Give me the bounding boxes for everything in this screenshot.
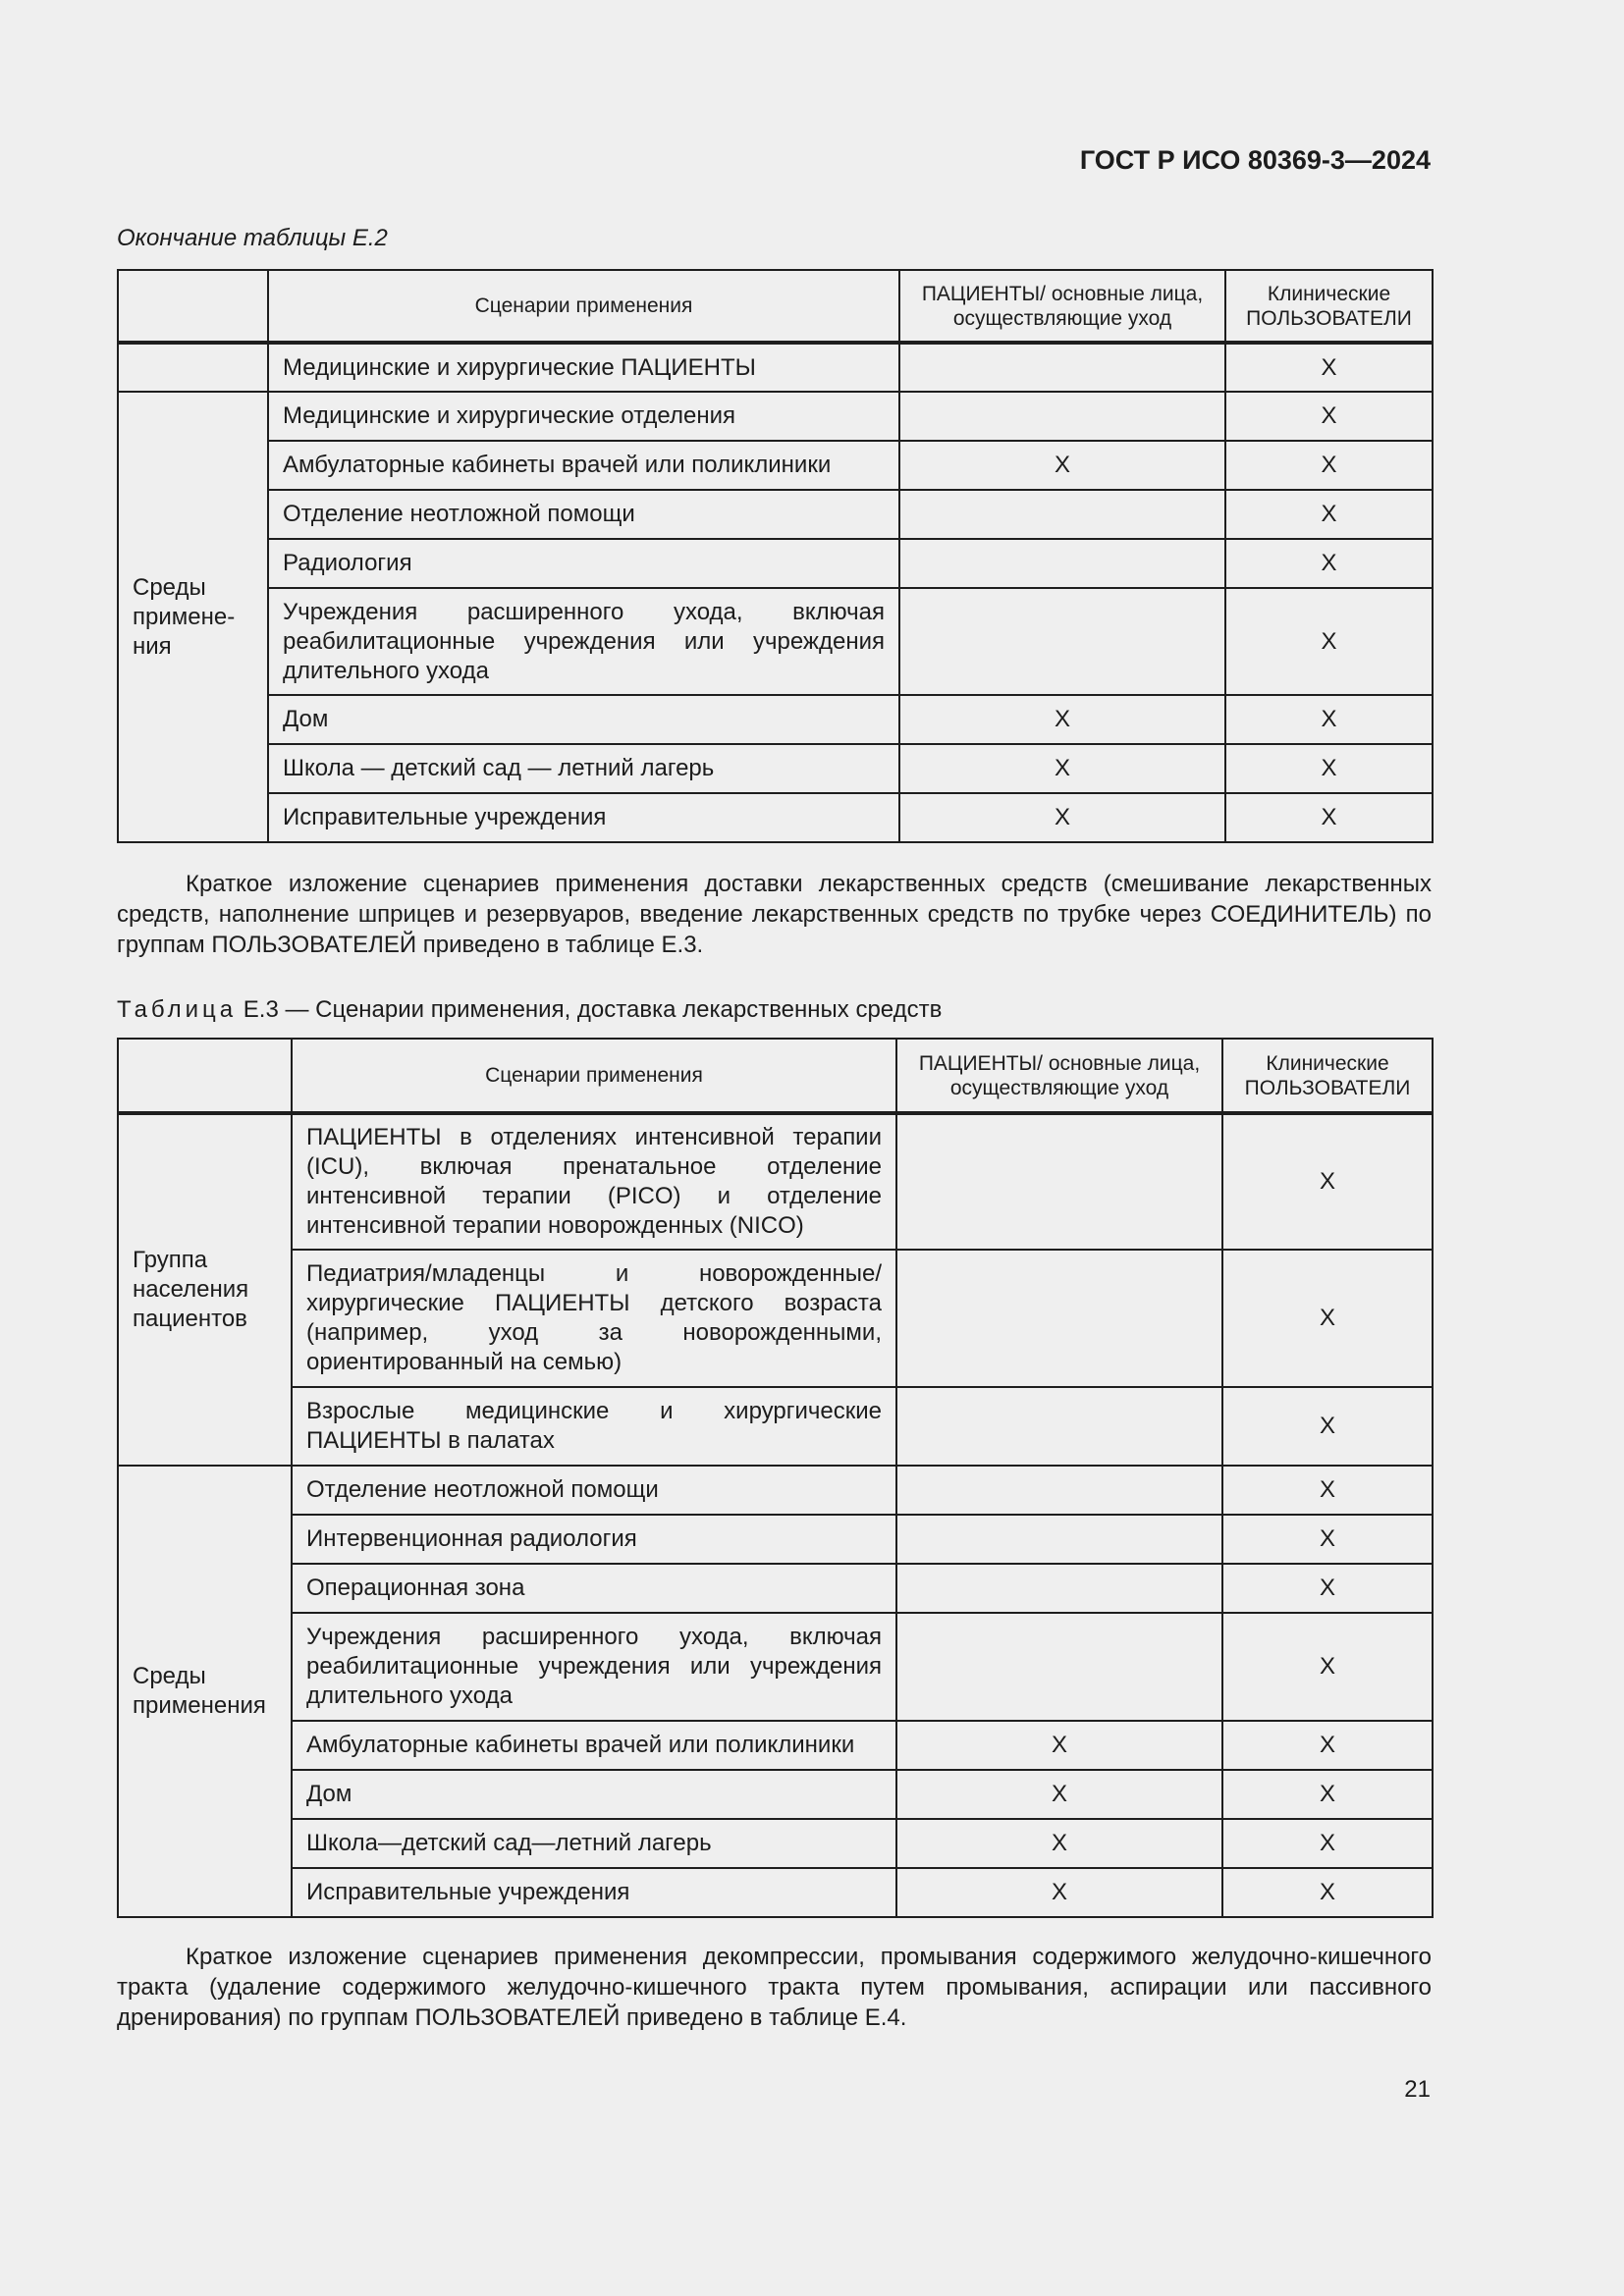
- table-row: [118, 1250, 1433, 1387]
- patients-mark: [899, 392, 1225, 441]
- row-label: Медицинские и хирургические ПАЦИЕНТЫ: [268, 343, 899, 392]
- clinical-mark: X: [1225, 441, 1433, 490]
- row-label: Амбулаторные кабинеты врачей или поликлиники: [292, 1721, 896, 1770]
- row-label: Операционная зона: [292, 1564, 896, 1613]
- patients-mark: [896, 1250, 1222, 1387]
- row-label: Дом: [268, 695, 899, 744]
- clinical-mark: X: [1222, 1770, 1433, 1819]
- patients-mark: [896, 1564, 1222, 1613]
- table-row: [118, 1466, 1433, 1515]
- paragraph-e4-intro: Краткое изложение сценариев применения декомпрессии, промывания содержимого желудочно-кишечного тракта (удаление содержимого желудочно-кишечного тракта путем промывания, аспирации или пассивного дренирования) по группам ПОЛЬЗОВАТЕЛЕЙ приведено в таблице Е.4.: [117, 1944, 1432, 2031]
- patients-mark: [899, 343, 1225, 392]
- group-cell-empty: [118, 343, 268, 392]
- header-scenarios: Сценарии применения: [268, 270, 899, 343]
- header-empty-cell: [118, 270, 268, 343]
- clinical-mark: X: [1222, 1387, 1433, 1466]
- table-header-row: [118, 270, 1433, 343]
- table-row: [118, 1113, 1433, 1250]
- table-row: [118, 793, 1433, 842]
- row-label: Взрослые медицинские и хирургические ПАЦИЕНТЫ в палатах: [292, 1387, 896, 1466]
- table-e3-caption: Таблица Е.3 — Сценарии применения, доставка лекарственных средств: [117, 996, 943, 1023]
- table-e2-end: [117, 269, 1434, 843]
- clinical-mark: X: [1222, 1250, 1433, 1387]
- row-label: Отделение неотложной помощи: [292, 1466, 896, 1515]
- row-label: Педиатрия/младенцы и новорожденные/ хирургические ПАЦИЕНТЫ детского возраста (например, уход за новорожденными, ориентированный на семью): [292, 1250, 896, 1387]
- clinical-mark: X: [1222, 1721, 1433, 1770]
- clinical-mark: X: [1225, 490, 1433, 539]
- row-label: Школа—детский сад—летний лагерь: [292, 1819, 896, 1868]
- table-row: [118, 1613, 1433, 1721]
- table-row: [118, 1819, 1433, 1868]
- group-label-patients: Группа населения пациентов: [118, 1113, 292, 1466]
- header-clinical: Клинические ПОЛЬЗОВАТЕЛИ: [1222, 1039, 1433, 1113]
- clinical-mark: X: [1225, 744, 1433, 793]
- patients-mark: [899, 588, 1225, 695]
- row-label: Медицинские и хирургические отделения: [268, 392, 899, 441]
- clinical-mark: X: [1225, 695, 1433, 744]
- table-e3: [117, 1038, 1434, 1918]
- row-label: Учреждения расширенного ухода, включая реабилитационные учреждения или учреждения длительного ухода: [292, 1613, 896, 1721]
- group-label-environments: Среды применения: [118, 1466, 292, 1917]
- table-row: [118, 1868, 1433, 1917]
- table-row: [118, 1721, 1433, 1770]
- patients-mark: X: [899, 744, 1225, 793]
- table-row: [118, 1770, 1433, 1819]
- row-label: Учреждения расширенного ухода, включая реабилитационные учреждения или учреждения длительного ухода: [268, 588, 899, 695]
- table-row: [118, 695, 1433, 744]
- row-label: Радиология: [268, 539, 899, 588]
- clinical-mark: X: [1225, 392, 1433, 441]
- clinical-mark: X: [1222, 1868, 1433, 1917]
- patients-mark: [896, 1387, 1222, 1466]
- patients-mark: X: [896, 1721, 1222, 1770]
- clinical-mark: X: [1222, 1515, 1433, 1564]
- table-row: [118, 588, 1433, 695]
- patients-mark: X: [896, 1819, 1222, 1868]
- row-label: Амбулаторные кабинеты врачей или поликлиники: [268, 441, 899, 490]
- table-row: [118, 1515, 1433, 1564]
- table-row: [118, 343, 1433, 392]
- document-code: ГОСТ Р ИСО 80369-3—2024: [1079, 145, 1431, 175]
- row-label: Дом: [292, 1770, 896, 1819]
- patients-mark: [896, 1466, 1222, 1515]
- row-label: Исправительные учреждения: [292, 1868, 896, 1917]
- row-label: Исправительные учреждения: [268, 793, 899, 842]
- patients-mark: X: [896, 1868, 1222, 1917]
- row-label: ПАЦИЕНТЫ в отделениях интенсивной терапии (ICU), включая пренатальное отделение интенсивной терапии (PICO) и отделение интенсивной терапии новорожденных (NICO): [292, 1113, 896, 1250]
- table-row: [118, 1387, 1433, 1466]
- table-row: [118, 744, 1433, 793]
- patients-mark: X: [896, 1770, 1222, 1819]
- header-empty-cell: [118, 1039, 292, 1113]
- clinical-mark: X: [1225, 343, 1433, 392]
- patients-mark: X: [899, 695, 1225, 744]
- clinical-mark: X: [1225, 539, 1433, 588]
- row-label: Отделение неотложной помощи: [268, 490, 899, 539]
- clinical-mark: X: [1222, 1466, 1433, 1515]
- patients-mark: X: [899, 441, 1225, 490]
- table-row: [118, 490, 1433, 539]
- header-patients: ПАЦИЕНТЫ/ основные лица, осуществляющие уход: [899, 270, 1225, 343]
- clinical-mark: X: [1222, 1819, 1433, 1868]
- patients-mark: [899, 539, 1225, 588]
- header-clinical: Клинические ПОЛЬЗОВАТЕЛИ: [1225, 270, 1433, 343]
- table-header-row: [118, 1039, 1433, 1113]
- patients-mark: [896, 1113, 1222, 1250]
- row-label: Интервенционная радиология: [292, 1515, 896, 1564]
- patients-mark: [896, 1613, 1222, 1721]
- group-label-environments: Среды примене- ния: [118, 392, 268, 842]
- header-patients: ПАЦИЕНТЫ/ основные лица, осуществляющие уход: [896, 1039, 1222, 1113]
- patients-mark: [896, 1515, 1222, 1564]
- table-row: [118, 441, 1433, 490]
- clinical-mark: X: [1222, 1113, 1433, 1250]
- header-scenarios: Сценарии применения: [292, 1039, 896, 1113]
- table-row: [118, 1564, 1433, 1613]
- clinical-mark: X: [1225, 588, 1433, 695]
- page-number: 21: [1404, 2076, 1431, 2103]
- table-row: [118, 392, 1433, 441]
- row-label: Школа — детский сад — летний лагерь: [268, 744, 899, 793]
- clinical-mark: X: [1222, 1564, 1433, 1613]
- paragraph-e3-intro: Краткое изложение сценариев применения доставки лекарственных средств (смешивание лекарственных средств, наполнение шприцев и резервуаров, введение лекарственных средств по трубке через СОЕДИНИТЕЛЬ) по группам ПОЛЬЗОВАТЕЛЕЙ приведено в таблице Е.3.: [117, 871, 1432, 958]
- patients-mark: X: [899, 793, 1225, 842]
- clinical-mark: X: [1222, 1613, 1433, 1721]
- clinical-mark: X: [1225, 793, 1433, 842]
- patients-mark: [899, 490, 1225, 539]
- table-row: [118, 539, 1433, 588]
- table-continuation-caption: Окончание таблицы Е.2: [117, 225, 388, 251]
